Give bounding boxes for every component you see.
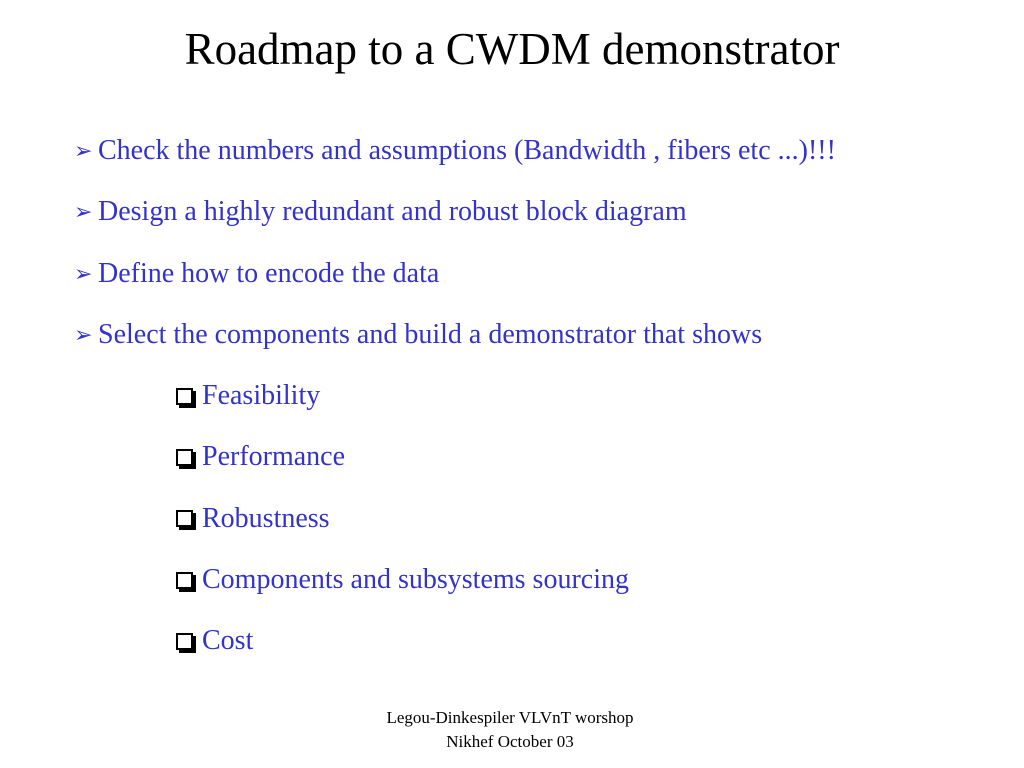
checkbox-bullet-icon bbox=[176, 388, 193, 405]
sub-bullet-item bbox=[74, 618, 836, 679]
sub-bullet-text: Feasibility bbox=[202, 380, 321, 412]
arrow-bullet-icon: ➢ bbox=[74, 199, 93, 225]
sub-bullet-text: Robustness bbox=[202, 502, 330, 534]
checkbox-bullet-icon bbox=[176, 633, 193, 650]
sub-bullet-item bbox=[74, 373, 836, 434]
bullet-item bbox=[74, 128, 836, 189]
bullet-text: Define how to encode the data bbox=[98, 257, 440, 289]
sub-bullet-text: Components and subsystems sourcing bbox=[202, 564, 629, 596]
bullet-text: Select the components and build a demonstrator that shows bbox=[98, 318, 763, 350]
bullet-text: Check the numbers and assumptions (Bandwidth , fibers etc ...)!!! bbox=[98, 135, 836, 166]
checkbox-bullet-icon bbox=[176, 510, 193, 527]
footer-line-1: Legou-Dinkespiler VLVnT worshop bbox=[386, 708, 634, 727]
footer-line-2: Nikhef October 03 bbox=[446, 732, 574, 751]
sub-bullet-item bbox=[74, 496, 836, 557]
arrow-bullet-icon: ➢ bbox=[74, 138, 93, 163]
bullet-list bbox=[74, 128, 836, 680]
slide-title: Roadmap to a CWDM demonstrator bbox=[184, 24, 840, 74]
bullet-text: Design a highly redundant and robust block diagram bbox=[98, 196, 687, 228]
bullet-item bbox=[74, 189, 836, 250]
checkbox-bullet-icon bbox=[176, 572, 193, 589]
sub-bullet-item bbox=[74, 434, 836, 495]
checkbox-bullet-icon bbox=[176, 449, 193, 466]
arrow-bullet-icon: ➢ bbox=[74, 321, 93, 347]
sub-bullet-item bbox=[74, 557, 836, 618]
sub-bullet-text: Performance bbox=[202, 441, 346, 473]
sub-bullet-text: Cost bbox=[202, 625, 254, 657]
bullet-item bbox=[74, 251, 836, 312]
arrow-bullet-icon: ➢ bbox=[74, 260, 93, 286]
slide-footer bbox=[320, 706, 700, 754]
bullet-item bbox=[74, 312, 836, 373]
